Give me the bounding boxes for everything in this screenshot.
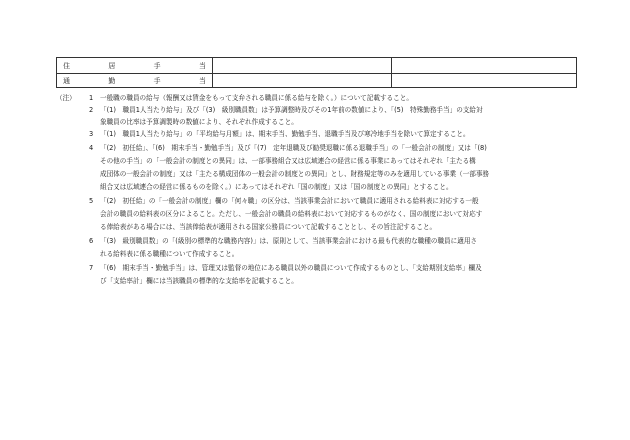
label-char: 居: [108, 61, 116, 70]
notes-header: （注）: [56, 94, 76, 102]
note-line: 「(1) 職員1人当たり給与」の「平均給与月額」は、期末手当、勤勉手当、退職手当及び寒冷地手当を除いて算定すること。: [100, 130, 470, 138]
note-line: る俸給表がある場合には、当該俸給表が適用される国家公務員について記載することとし、その旨注記すること。: [100, 223, 437, 231]
note-line: 「(2) 初任給」、「(6) 期末手当・勤勉手当」及び「(7) 定年退職及び勧奨退職に係る退職手当」の「一般会計の制度」又は「(8): [100, 144, 487, 152]
label-char: 当: [198, 61, 206, 70]
table-row: [57, 73, 576, 88]
label-char: 勤: [108, 76, 116, 85]
note-line: 組合又は広域連合の経営に係るものを除く。）にあってはそれぞれ「国の制度」又は「国の制度との異同」とすること。: [100, 183, 453, 191]
note-line: び「支給率計」欄には当該職員の標準的な支給率を記載すること。: [100, 277, 298, 285]
note-line: その他の手当」の「一般会計の制度との異同」は、一部事務組合又は広域連合の経営に係る事業にあってはそれぞれ「主たる構: [100, 157, 476, 165]
note-number: 7: [89, 264, 94, 272]
note-line: 「(3) 級別職員数」の「(級別の標準的な職務内容)」は、原則として、当該事業会計における最も代表的な職種の職員に適用さ: [100, 237, 478, 245]
allowance-table: [56, 57, 577, 88]
note-number: 5: [89, 197, 94, 205]
note-line: 「(6) 期末手当・勤勉手当」は、管理又は監督の地位にある職員以外の職員について作成するものとし、「支給期別支給率」欄及: [100, 264, 482, 272]
note-line: れる給料表に係る職種について作成すること。: [100, 250, 239, 258]
table-row: [57, 58, 576, 74]
note-number: 4: [89, 144, 94, 152]
row-label-housing-allowance: [63, 60, 206, 71]
note-line: 「(2) 初任給」の「一般会計の制度」欄の「何々職」の区分は、当該事業会計において職員に適用される給料表に対応する一般: [100, 197, 479, 205]
note-line: 一般職の職員の給与（報酬又は賃金をもって支弁される職員に係る給与を除く。）について記載すること。: [100, 94, 413, 102]
note-line: 成団体の一般会計の制度」又は「主たる構成団体の一般会計の制度との異同」とし、財務規定等のみを適用している事業（一部事務: [100, 170, 490, 178]
note-line: 象職員の比率は予算調製時の数値により、それぞれ作成すること。: [100, 118, 298, 126]
note-number: 1: [89, 94, 94, 102]
note-number: 2: [89, 106, 94, 114]
label-char: 通: [63, 76, 70, 85]
column-divider: [212, 58, 213, 87]
label-char: 手: [153, 76, 161, 85]
note-line: 会計の職員の給料表の区分によること。ただし、一般会計の職員の給料表において対応するものがなく、国の制度において対応す: [100, 210, 483, 218]
label-char: 手: [153, 61, 161, 70]
row-label-commuting-allowance: [63, 75, 206, 86]
column-divider: [391, 58, 392, 87]
label-char: 住: [63, 61, 70, 70]
label-char: 当: [198, 76, 206, 85]
note-number: 3: [89, 130, 94, 138]
note-number: 6: [89, 237, 94, 245]
note-line: 「(1) 職員1人当たり給与」及び「(3) 級別職員数」は予算調整時及びその1年前の数値により、「(5) 特殊勤務手当」の支給対: [100, 106, 483, 114]
